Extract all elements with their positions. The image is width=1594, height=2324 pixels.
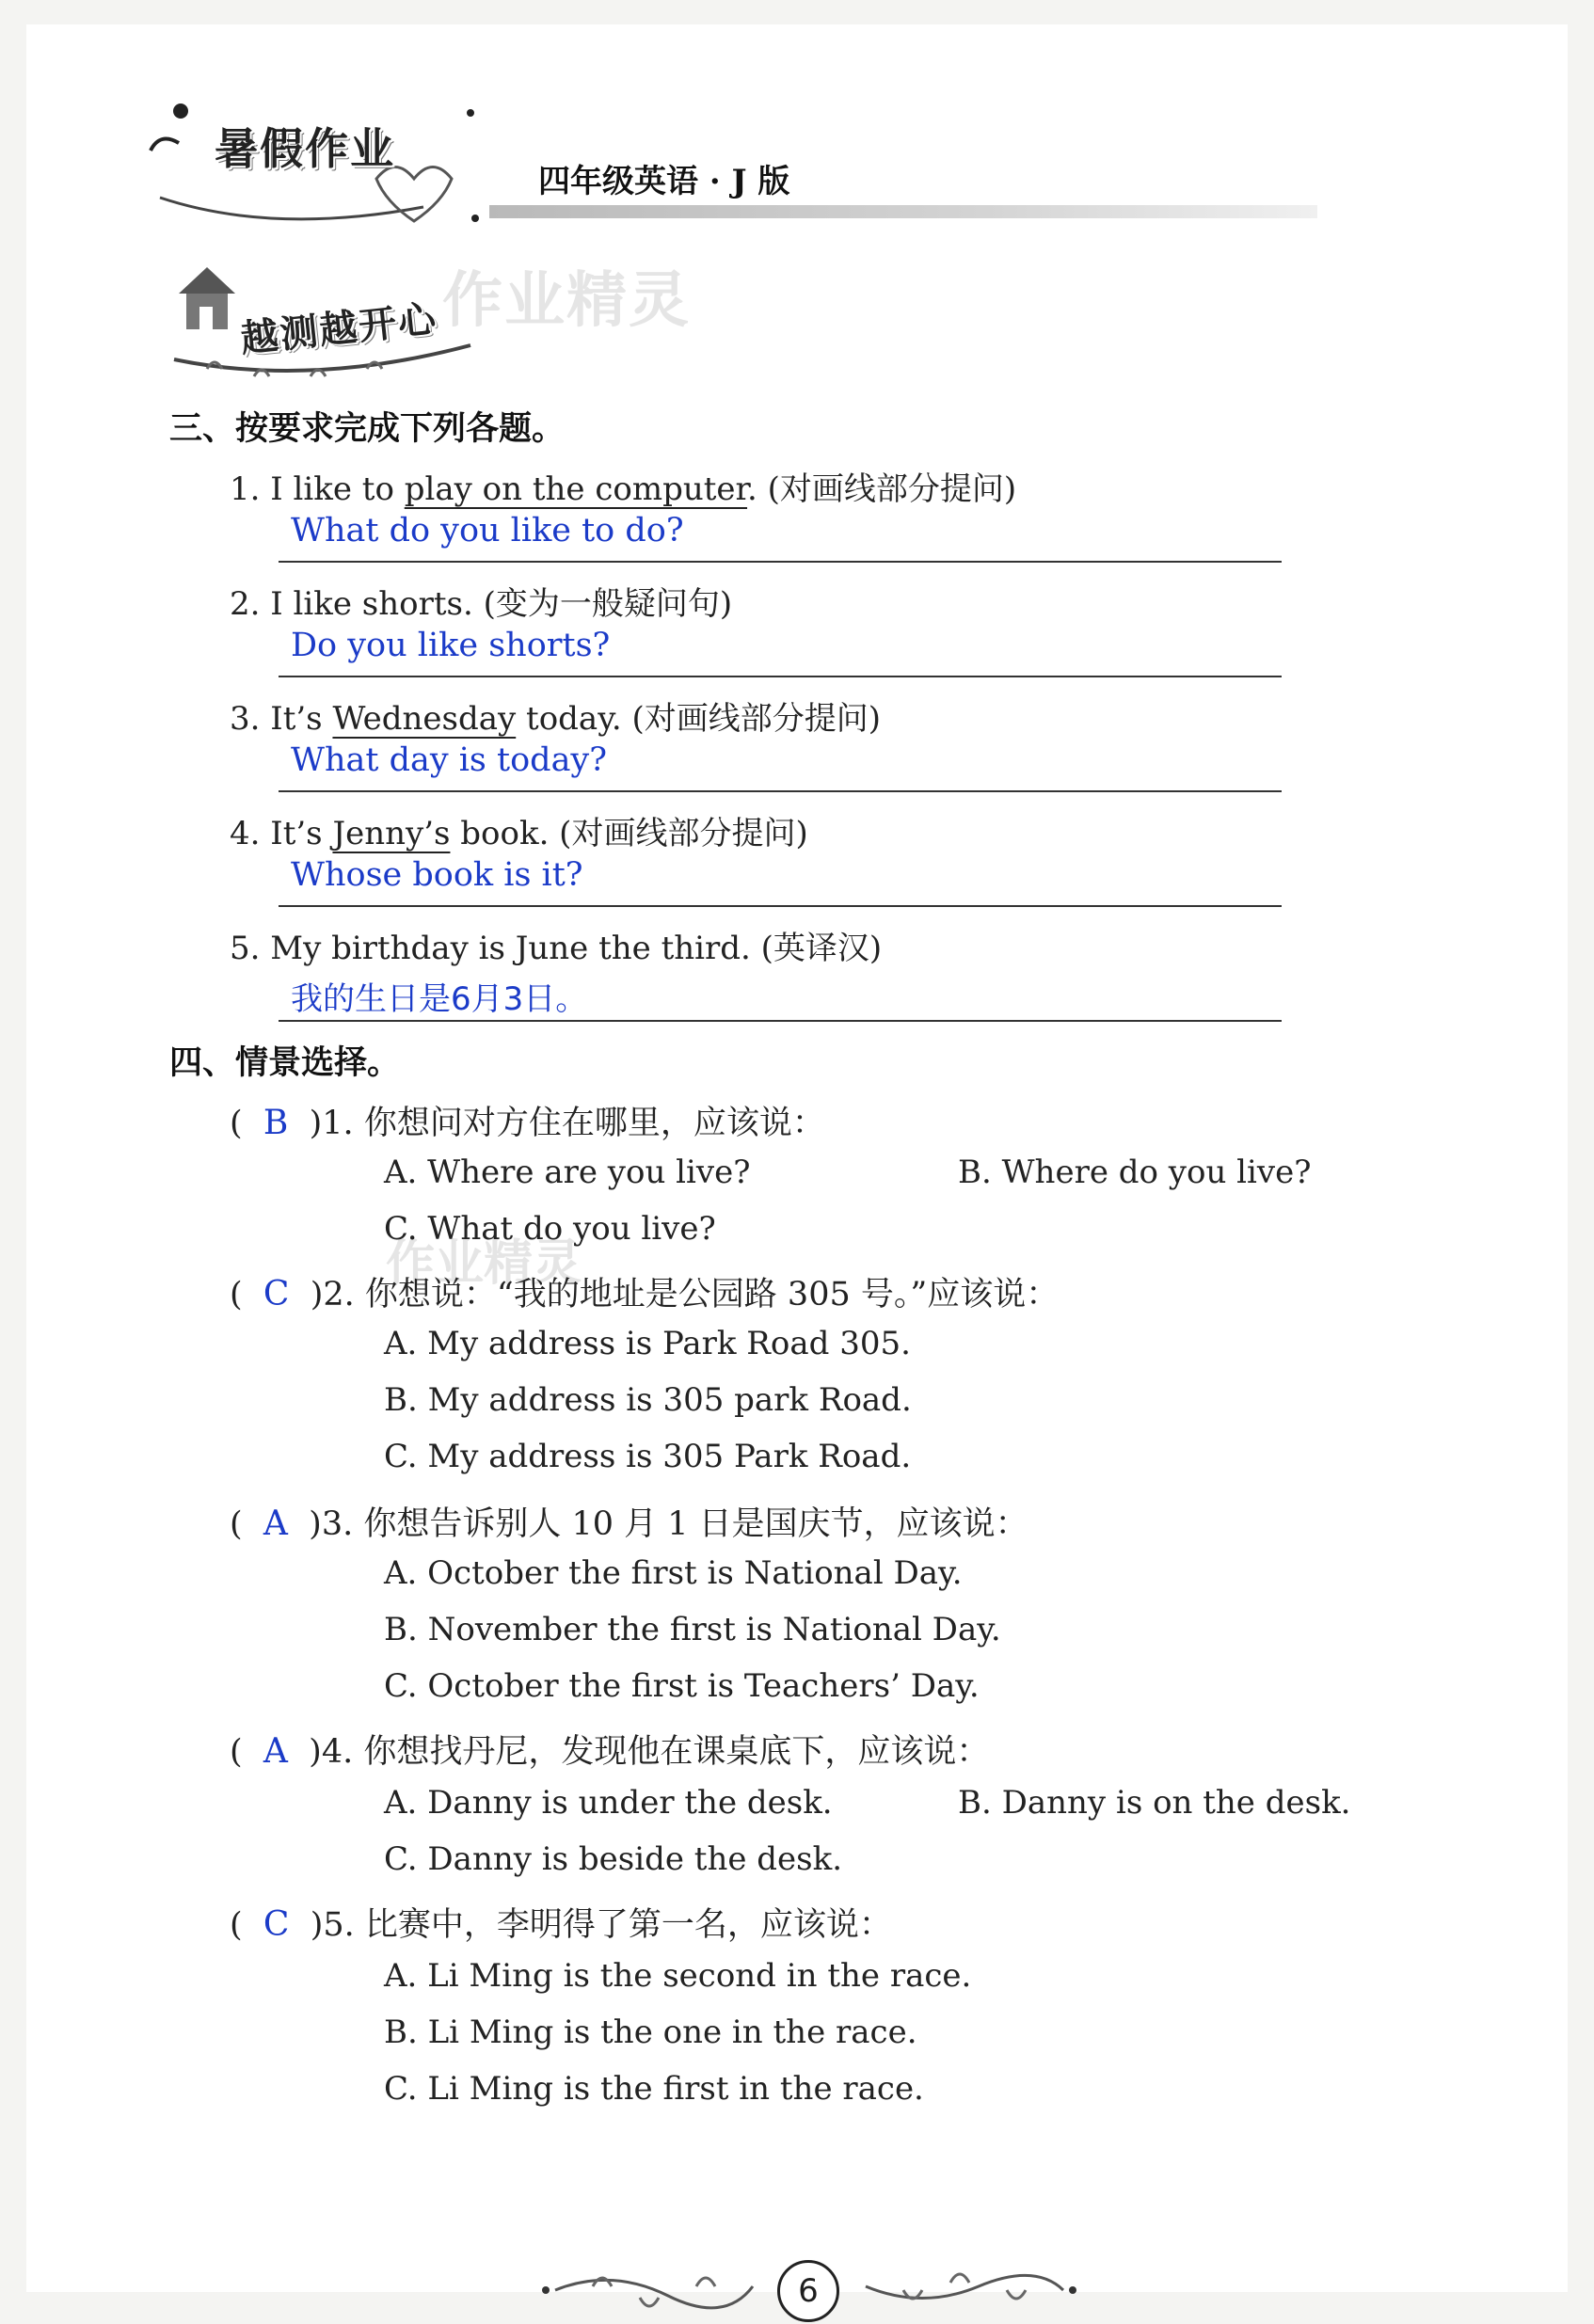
s3-answer-2[interactable]: Do you like shorts? bbox=[291, 627, 611, 664]
question-number: 1. bbox=[230, 470, 261, 508]
s4-question-1: ( B )1. 你想问对方住在哪里，应该说： bbox=[230, 1104, 825, 1142]
question-hint: (英译汉) bbox=[750, 930, 883, 967]
question-number: 5. bbox=[230, 930, 261, 967]
section3-title: 三、按要求完成下列各题。 bbox=[169, 410, 566, 448]
question-hint: (对画线部分提问) bbox=[621, 700, 882, 738]
option-c: C. My address is 305 Park Road. bbox=[384, 1438, 912, 1475]
header-title: 四年级英语 · J 版 bbox=[538, 163, 790, 200]
option-c: C. Li Ming is the first in the race. bbox=[384, 2070, 924, 2108]
s4-question-5: ( C )5. 比赛中，李明得了第一名，应该说： bbox=[230, 1905, 892, 1944]
answer-line bbox=[279, 1020, 1282, 1022]
s3-answer-1[interactable]: What do you like to do? bbox=[291, 512, 684, 549]
answer-choice[interactable]: B bbox=[263, 1104, 289, 1142]
answer-line bbox=[279, 676, 1282, 677]
answer-choice[interactable]: A bbox=[263, 1732, 288, 1771]
question-number: 4. bbox=[321, 1733, 354, 1771]
underlined-text: play on the computer bbox=[404, 470, 748, 508]
answer-choice[interactable]: A bbox=[263, 1504, 288, 1543]
option-a: A. My address is Park Road 305. bbox=[384, 1325, 911, 1362]
question-text: today. bbox=[516, 700, 622, 738]
question-number: 3. bbox=[230, 700, 261, 738]
answer-line bbox=[279, 561, 1282, 563]
s4-question-4: ( A )4. 你想找丹尼，发现他在课桌底下，应该说： bbox=[230, 1732, 990, 1771]
s3-answer-4[interactable]: Whose book is it? bbox=[291, 856, 583, 894]
s3-question-4 bbox=[230, 807, 808, 853]
watermark: 作业精灵 bbox=[386, 1235, 582, 1292]
question-text: . bbox=[747, 470, 757, 508]
underlined-text: Wednesday bbox=[332, 700, 517, 738]
question-hint: (对画线部分提问) bbox=[549, 815, 808, 852]
question-prompt: 你想找丹尼，发现他在课桌底下，应该说： bbox=[363, 1733, 990, 1771]
s4-question-2: ( C )2. 你想说：“我的地址是公园路 305 号。”应该说： bbox=[230, 1275, 1060, 1313]
question-number: 3. bbox=[321, 1505, 354, 1543]
s3-question-1 bbox=[230, 463, 1016, 509]
option-b: B. Li Ming is the one in the race. bbox=[384, 2014, 917, 2051]
question-prompt: 比赛中，李明得了第一名，应该说： bbox=[364, 1906, 892, 1944]
question-hint: (对画线部分提问) bbox=[757, 470, 1017, 508]
s3-answer-5[interactable]: 我的生日是6月3日。 bbox=[291, 980, 588, 1018]
s3-question-2 bbox=[230, 578, 732, 624]
header-logo-text: 暑假作业 bbox=[215, 123, 395, 174]
s3-answer-3[interactable]: What day is today? bbox=[291, 741, 607, 779]
s3-question-5 bbox=[230, 922, 882, 968]
option-a: A. Where are you live? bbox=[384, 1154, 751, 1191]
answer-line bbox=[279, 905, 1282, 907]
question-hint: (变为一般疑问句) bbox=[472, 585, 733, 623]
section4-title: 四、情景选择。 bbox=[169, 1044, 401, 1082]
question-number: 2. bbox=[230, 585, 261, 623]
question-text: It’s bbox=[270, 700, 333, 738]
answer-choice[interactable]: C bbox=[263, 1275, 290, 1313]
question-text: I like shorts. bbox=[270, 585, 473, 623]
question-prompt: 你想问对方住在哪里，应该说： bbox=[363, 1105, 825, 1142]
option-a: A. Li Ming is the second in the race. bbox=[384, 1957, 972, 1995]
option-b: B. November the first is National Day. bbox=[384, 1611, 1001, 1648]
option-b: B. My address is 305 park Road. bbox=[384, 1381, 912, 1419]
header-bar bbox=[489, 205, 1317, 218]
option-c: C. October the first is Teachers’ Day. bbox=[384, 1667, 980, 1705]
option-a: A. Danny is under the desk. bbox=[384, 1784, 833, 1822]
s4-question-3: ( A )3. 你想告诉别人 10 月 1 日是国庆节，应该说： bbox=[230, 1504, 1028, 1543]
option-c: C. Danny is beside the desk. bbox=[384, 1840, 843, 1878]
s3-question-3 bbox=[230, 692, 881, 739]
question-text: I like to bbox=[270, 470, 405, 508]
question-text: My birthday is June the third. bbox=[270, 930, 751, 967]
question-number: 2. bbox=[323, 1276, 355, 1313]
answer-line bbox=[279, 790, 1282, 792]
page-number: 6 bbox=[777, 2260, 839, 2322]
question-prompt: 你想说：“我的地址是公园路 305 号。”应该说： bbox=[364, 1276, 1060, 1313]
banner-text: 越测越开心 bbox=[238, 297, 440, 361]
option-b: B. Where do you live? bbox=[958, 1154, 1312, 1191]
watermark: 作业精灵 bbox=[442, 266, 691, 336]
option-c: C. What do you live? bbox=[384, 1210, 716, 1248]
question-number: 4. bbox=[230, 815, 261, 852]
question-number: 5. bbox=[323, 1906, 355, 1944]
question-number: 1. bbox=[322, 1105, 354, 1142]
underlined-text: Jenny’s bbox=[332, 815, 451, 852]
option-a: A. October the first is National Day. bbox=[384, 1554, 963, 1592]
question-text: It’s bbox=[270, 815, 333, 852]
question-prompt: 你想告诉别人 10 月 1 日是国庆节，应该说： bbox=[363, 1505, 1028, 1543]
option-b: B. Danny is on the desk. bbox=[958, 1784, 1351, 1822]
answer-choice[interactable]: C bbox=[263, 1905, 290, 1944]
question-text: book. bbox=[450, 815, 550, 852]
